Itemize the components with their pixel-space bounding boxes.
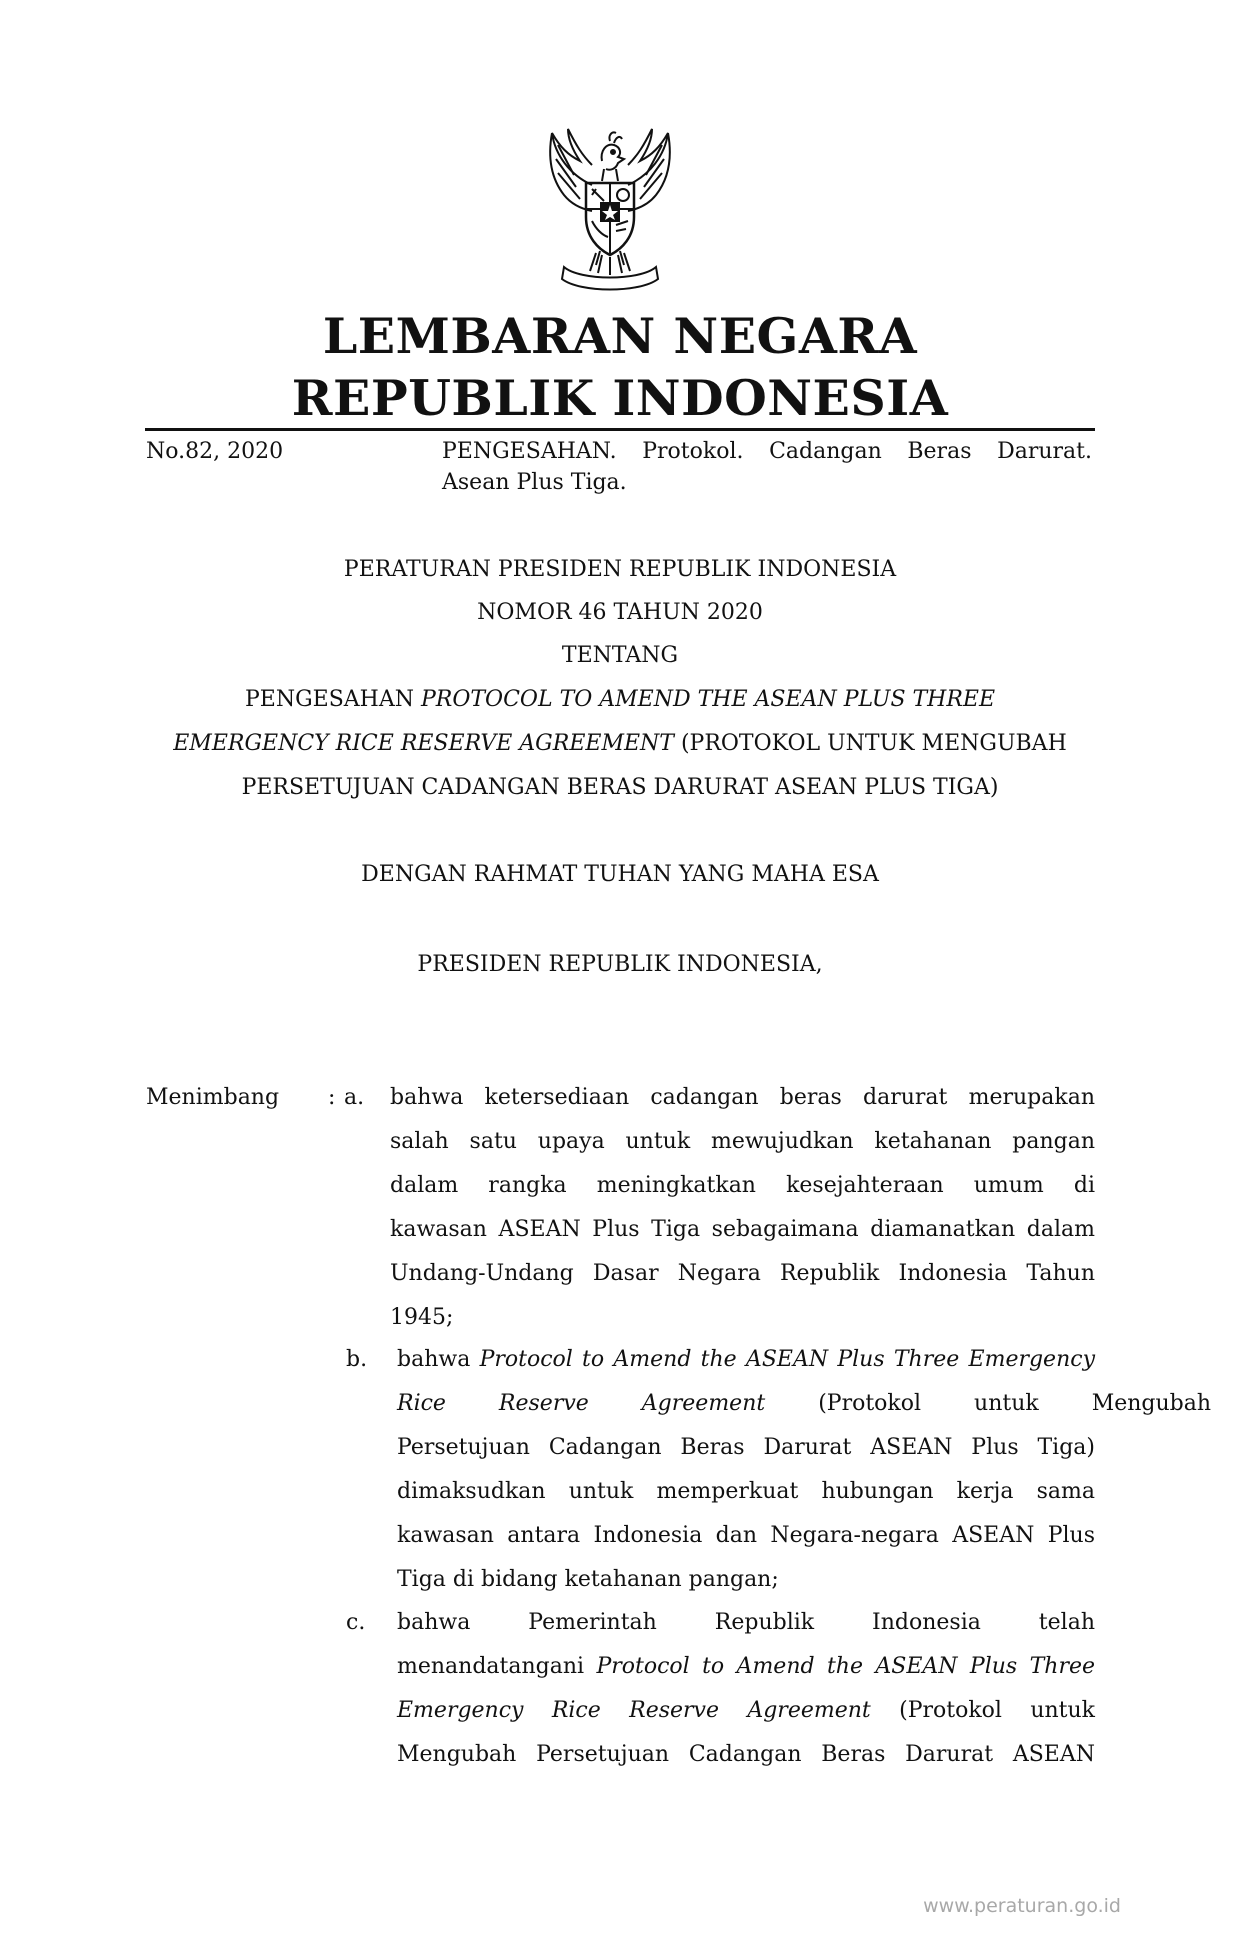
clause-c-line: Mengubah Persetujuan Cadangan Beras Darurat ASEAN: [397, 1742, 1095, 1767]
clause-a-line: salah satu upaya untuk mewujudkan ketahanan pangan: [390, 1129, 1095, 1154]
clause-b-line2-italic: Rice Reserve Agreement: [397, 1391, 766, 1416]
masthead-title-line2: REPUBLIK INDONESIA: [291, 369, 949, 427]
regulation-type: PERATURAN PRESIDEN REPUBLIK INDONESIA: [343, 557, 897, 582]
clause-a: [390, 1076, 1095, 1340]
regulation-title-line2-italic: EMERGENCY RICE RESERVE AGREEMENT: [173, 731, 674, 756]
clause-b-line1-plain: bahwa: [397, 1347, 480, 1372]
source-watermark: www.peraturan.go.id: [923, 1895, 1121, 1917]
clause-b-marker: b.: [346, 1347, 368, 1372]
menimbang-colon: :: [328, 1085, 336, 1110]
gazette-subject: [442, 436, 1092, 498]
regulation-title-line2: [145, 729, 1095, 759]
clause-b-line: Persetujuan Cadangan Beras Darurat ASEAN Plus Tiga): [397, 1435, 1095, 1460]
gazette-subject-line2: Asean Plus Tiga.: [442, 470, 627, 495]
regulation-title-line2-plain: (PROTOKOL UNTUK MENGUBAH: [673, 731, 1067, 756]
regulation-number: NOMOR 46 TAHUN 2020: [477, 600, 763, 625]
masthead-divider: [145, 428, 1095, 431]
clause-b-line1-italic: Protocol to Amend the ASEAN Plus Three Emergency: [479, 1347, 1095, 1372]
clause-c-line2-plain: menandatangani: [397, 1654, 597, 1679]
issuer: PRESIDEN REPUBLIK INDONESIA,: [417, 952, 823, 977]
clause-a-line: bahwa ketersediaan cadangan beras darurat merupakan: [390, 1085, 1095, 1110]
regulation-about: TENTANG: [561, 643, 679, 668]
menimbang-label: Menimbang: [146, 1085, 280, 1110]
clause-b-line1: [397, 1338, 1095, 1382]
invocation: DENGAN RAHMAT TUHAN YANG MAHA ESA: [361, 862, 879, 887]
regulation-title-line1: [145, 685, 1095, 715]
clause-b-line: Tiga di bidang ketahanan pangan;: [397, 1567, 779, 1592]
clause-b-line: kawasan antara Indonesia dan Negara-negara ASEAN Plus: [397, 1523, 1095, 1548]
clause-c: [397, 1601, 1095, 1777]
clause-c-line2-italic: Protocol to Amend the ASEAN Plus Three: [596, 1654, 1095, 1679]
regulation-title-line1-plain: PENGESAHAN: [244, 687, 421, 712]
gazette-number: No.82, 2020: [146, 439, 284, 464]
clause-b-line: dimaksudkan untuk memperkuat hubungan kerja sama: [397, 1479, 1095, 1504]
clause-c-line: bahwa Pemerintah Republik Indonesia telah: [397, 1610, 1095, 1635]
clause-a-line: kawasan ASEAN Plus Tiga sebagaimana diamanatkan dalam: [390, 1217, 1095, 1242]
clause-c-line3-italic: Emergency Rice Reserve Agreement: [397, 1698, 871, 1723]
clause-b: [397, 1338, 1212, 1602]
clause-b-line2: [397, 1382, 1212, 1426]
clause-b-line2-plain: (Protokol untuk Mengubah: [765, 1391, 1212, 1416]
clause-c-marker: c.: [346, 1610, 366, 1635]
clause-a-line: 1945;: [390, 1305, 454, 1330]
clause-c-line3-plain: (Protokol untuk: [870, 1698, 1095, 1723]
clause-a-line: dalam rangka meningkatkan kesejahteraan umum di: [390, 1173, 1095, 1198]
clause-a-marker: a.: [344, 1085, 365, 1110]
clause-c-line3: [397, 1689, 1095, 1733]
garuda-emblem-icon: [530, 125, 690, 295]
gazette-subject-line1: PENGESAHAN. Protokol. Cadangan Beras Darurat.: [442, 439, 1092, 464]
clause-a-line: Undang-Undang Dasar Negara Republik Indonesia Tahun: [390, 1261, 1095, 1286]
masthead-title-line1: LEMBARAN NEGARA: [322, 307, 918, 365]
clause-c-line2: [397, 1645, 1095, 1689]
regulation-title-line1-italic: PROTOCOL TO AMEND THE ASEAN PLUS THREE: [420, 687, 996, 712]
regulation-title-line3: PERSETUJUAN CADANGAN BERAS DARURAT ASEAN PLUS TIGA): [241, 775, 999, 800]
